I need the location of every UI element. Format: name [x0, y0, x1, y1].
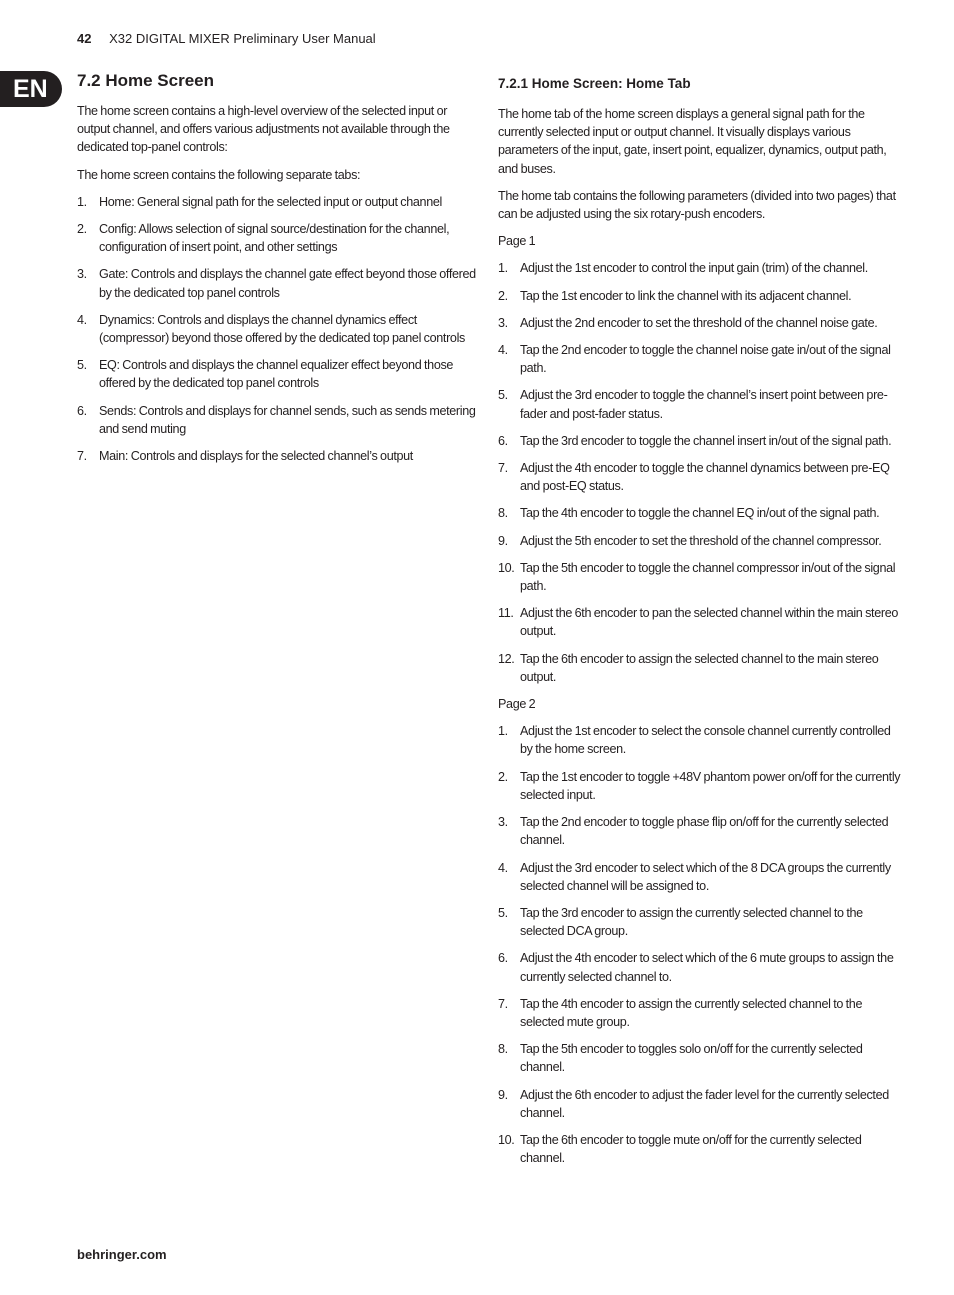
page1-list: [498, 259, 903, 686]
list-number: 4.: [498, 343, 508, 358]
list-item: [498, 604, 903, 640]
intro-paragraph: The home tab of the home screen displays a general signal path for the currently selected input or output channel. It visually displays various parameters of the input, gate, insert point, equalizer, dynamics, output path, and buses.: [498, 107, 887, 176]
list-item: [498, 287, 903, 305]
list-item: [498, 504, 903, 522]
list-item: [498, 722, 903, 758]
intro-paragraph: The home screen contains a high-level overview of the selected input or output channel, and offers various adjustments not available through the dedicated top-panel controls:: [77, 104, 450, 155]
list-number: 3.: [498, 815, 508, 830]
list-number: 2.: [77, 222, 87, 237]
list-text: Tap the 3rd encoder to toggle the channel insert in/out of the signal path.: [520, 433, 892, 448]
list-text: Main: Controls and displays for the selected channel’s output: [99, 449, 413, 464]
list-number: 5.: [498, 905, 508, 920]
list-number: 5.: [498, 388, 508, 403]
list-number: 7.: [498, 996, 508, 1011]
list-item: [77, 220, 477, 256]
section-heading: 7.2 Home Screen: [77, 71, 215, 90]
list-text: Adjust the 3rd encoder to toggle the channel’s insert point between pre-fader and post-fader status.: [520, 388, 888, 421]
page-number: 42: [77, 31, 92, 46]
list-item: [498, 386, 903, 422]
list-item: [498, 768, 903, 804]
list-number: 6.: [498, 951, 508, 966]
list-text: Tap the 6th encoder to toggle mute on/off for the currently selected channel.: [520, 1132, 862, 1166]
page-header: [77, 31, 376, 46]
list-text: Tap the 6th encoder to assign the selected channel to the main stereo output.: [520, 651, 879, 684]
list-number: 5.: [77, 358, 87, 373]
right-column: [498, 70, 903, 1176]
tabs-list: [77, 193, 477, 465]
subsection-heading: 7.2.1 Home Screen: Home Tab: [498, 76, 691, 91]
list-item: [77, 265, 477, 301]
list-text: EQ: Controls and displays the channel equalizer effect beyond those offered by the dedicated top panel controls: [99, 358, 454, 391]
page1-label: Page 1: [498, 234, 536, 249]
left-column: [77, 70, 477, 474]
list-item: [498, 904, 903, 940]
list-text: Home: General signal path for the selected input or output channel: [99, 194, 442, 209]
list-number: 4.: [498, 860, 508, 875]
list-number: 3.: [77, 267, 87, 282]
list-item: [77, 402, 477, 438]
list-text: Sends: Controls and displays for channel sends, such as sends metering and send muting: [99, 403, 476, 436]
list-text: Tap the 5th encoder to toggles solo on/off for the currently selected channel.: [520, 1042, 863, 1075]
list-text: Dynamics: Controls and displays the channel dynamics effect (compressor) beyond those offered by the dedicated top panel controls: [99, 312, 465, 346]
tabs-intro-paragraph: The home screen contains the following separate tabs:: [77, 167, 361, 182]
page2-list: [498, 722, 903, 1167]
list-number: 9.: [498, 533, 508, 548]
manual-title: X32 DIGITAL MIXER Preliminary User Manual: [109, 31, 376, 46]
list-item: [498, 532, 903, 550]
list-item: [498, 1086, 903, 1122]
list-text: Tap the 2nd encoder to toggle the channel noise gate in/out of the signal path.: [520, 343, 891, 376]
list-number: 1.: [498, 724, 508, 739]
list-item: [498, 813, 903, 849]
list-number: 3.: [498, 315, 508, 330]
list-number: 6.: [498, 433, 508, 448]
list-number: 8.: [498, 1042, 508, 1057]
list-item: [498, 650, 903, 686]
list-item: [498, 949, 903, 985]
list-item: [498, 432, 903, 450]
list-text: Tap the 4th encoder to toggle the channel EQ in/out of the signal path.: [520, 506, 880, 521]
list-item: [498, 459, 903, 495]
list-item: [77, 311, 477, 347]
list-text: Tap the 2nd encoder to toggle phase flip on/off for the currently selected channel.: [520, 815, 889, 848]
list-number: 10.: [498, 1132, 515, 1147]
list-text: Adjust the 6th encoder to pan the selected channel within the main stereo output.: [520, 606, 899, 639]
list-number: 2.: [498, 769, 508, 784]
list-number: 7.: [77, 449, 87, 464]
list-text: Adjust the 1st encoder to select the console channel currently controlled by the home screen.: [520, 724, 891, 757]
list-number: 6.: [77, 403, 87, 418]
list-item: [498, 314, 903, 332]
list-text: Adjust the 4th encoder to toggle the channel dynamics between pre-EQ and post-EQ status.: [520, 461, 890, 494]
list-number: 4.: [77, 312, 87, 327]
language-tab: EN: [0, 71, 62, 107]
list-text: Adjust the 4th encoder to select which of the 6 mute groups to assign the currently selected channel to.: [520, 951, 894, 984]
list-text: Config: Allows selection of signal source/destination for the channel, configuration of insert point, and other settings: [99, 222, 450, 255]
list-item: [498, 259, 903, 277]
list-text: Adjust the 2nd encoder to set the threshold of the channel noise gate.: [520, 315, 878, 330]
list-text: Adjust the 6th encoder to adjust the fader level for the currently selected channel.: [520, 1087, 889, 1120]
list-number: 2.: [498, 288, 508, 303]
list-item: [77, 356, 477, 392]
list-text: Adjust the 3rd encoder to select which of the 8 DCA groups the currently selected channel will be assigned to.: [520, 860, 891, 893]
list-item: [498, 995, 903, 1031]
list-number: 12.: [498, 651, 515, 666]
list-number: 10.: [498, 560, 515, 575]
list-number: 11.: [498, 606, 514, 621]
page2-label: Page 2: [498, 697, 536, 712]
list-item: [498, 1040, 903, 1076]
list-item: [498, 1131, 903, 1167]
list-number: 7.: [498, 461, 508, 476]
list-item: [77, 193, 477, 211]
list-number: 8.: [498, 506, 508, 521]
list-item: [498, 559, 903, 595]
list-number: 1.: [77, 194, 87, 209]
list-item: [77, 447, 477, 465]
list-text: Gate: Controls and displays the channel gate effect beyond those offered by the dedicated top panel controls: [99, 267, 476, 300]
list-number: 9.: [498, 1087, 508, 1102]
list-item: [498, 341, 903, 377]
list-text: Tap the 3rd encoder to assign the currently selected channel to the selected DCA group.: [520, 905, 863, 939]
brand-footer: behringer.com: [77, 1247, 167, 1262]
list-item: [498, 859, 903, 895]
list-text: Tap the 5th encoder to toggle the channel compressor in/out of the signal path.: [520, 560, 896, 594]
list-text: Adjust the 1st encoder to control the input gain (trim) of the channel.: [520, 261, 868, 276]
list-text: Adjust the 5th encoder to set the threshold of the channel compressor.: [520, 533, 882, 548]
params-intro-paragraph: The home tab contains the following parameters (divided into two pages) that can be adjusted using the six rotary-push encoders.: [498, 188, 896, 222]
list-text: Tap the 1st encoder to toggle +48V phantom power on/off for the currently selected input.: [520, 769, 901, 802]
list-text: Tap the 4th encoder to assign the currently selected channel to the selected mute group.: [520, 996, 863, 1029]
list-text: Tap the 1st encoder to link the channel with its adjacent channel.: [520, 288, 852, 303]
list-number: 1.: [498, 261, 508, 276]
